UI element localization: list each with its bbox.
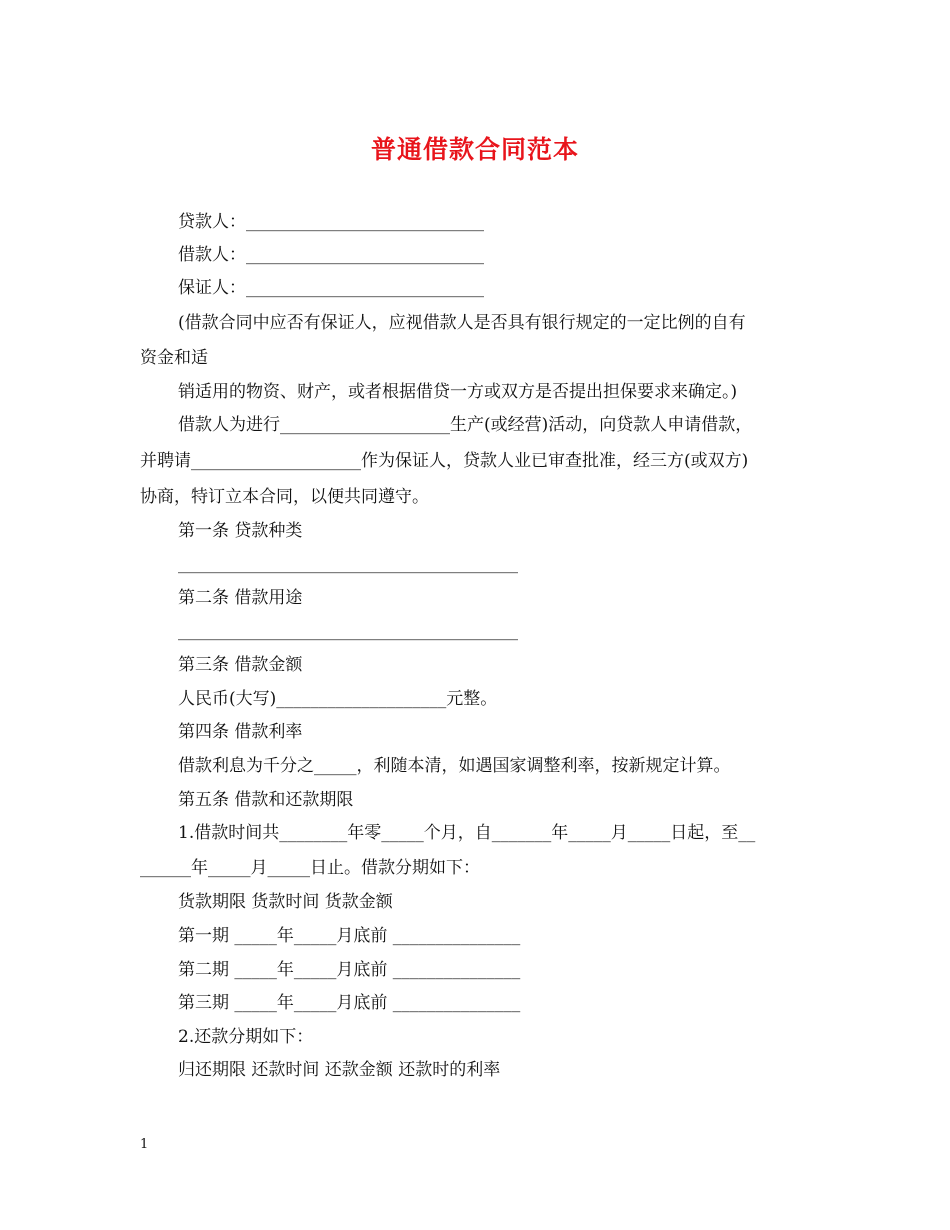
article-heading: 第四条 借款利率: [178, 722, 303, 742]
blank-line: ________________________________________: [178, 621, 518, 641]
paragraph-line: 并聘请____________________作为保证人，贷款人业已审查批准，经三方(或双方): [140, 451, 749, 471]
paragraph-line: 协商，特订立本合同，以便共同遵守。: [140, 487, 429, 507]
paragraph-line: 2.还款分期如下：: [178, 1027, 314, 1047]
paragraph-line: 人民币(大写)____________________元整。: [178, 689, 498, 709]
article-heading: 第三条 借款金额: [178, 655, 303, 675]
paragraph-line: 销适用的物资、财产，或者根据借贷一方或双方是否提出担保要求来确定。): [178, 382, 738, 402]
document-title: 普通借款合同范本: [370, 135, 579, 164]
table-header-line: 货款期限 货款时间 货款金额: [178, 892, 393, 912]
paragraph-line: (借款合同中应否有保证人，应视借款人是否具有银行规定的一定比例的自有: [178, 313, 746, 333]
table-header-line: 归还期限 还款时间 还款金额 还款时的利率: [178, 1060, 501, 1080]
paragraph-line: 1.借款时间共________年零_____个月，自_______年_____月_____日起，至__: [178, 823, 756, 843]
paragraph-line: 借款人为进行____________________生产(或经营)活动，向贷款人申请借款，: [178, 415, 753, 435]
paragraph-line: 资金和适: [140, 348, 208, 368]
lender-line: 贷款人：____________________________: [178, 212, 484, 232]
article-heading: 第一条 贷款种类: [178, 521, 303, 541]
borrower-line: 借款人：____________________________: [178, 245, 484, 265]
page-number: 1: [140, 1137, 149, 1152]
paragraph-line: ______年_____月_____日止。借款分期如下：: [140, 858, 480, 878]
paragraph-line: 借款利息为千分之_____，利随本清，如遇国家调整利率，按新规定计算。: [178, 756, 731, 776]
article-heading: 第五条 借款和还款期限: [178, 790, 354, 810]
installment-line: 第一期 _____年_____月底前 _______________: [178, 926, 521, 946]
guarantor-line: 保证人：____________________________: [178, 278, 484, 298]
installment-line: 第二期 _____年_____月底前 _______________: [178, 960, 521, 980]
installment-line: 第三期 _____年_____月底前 _______________: [178, 993, 521, 1013]
blank-line: ________________________________________: [178, 554, 518, 574]
article-heading: 第二条 借款用途: [178, 588, 303, 608]
